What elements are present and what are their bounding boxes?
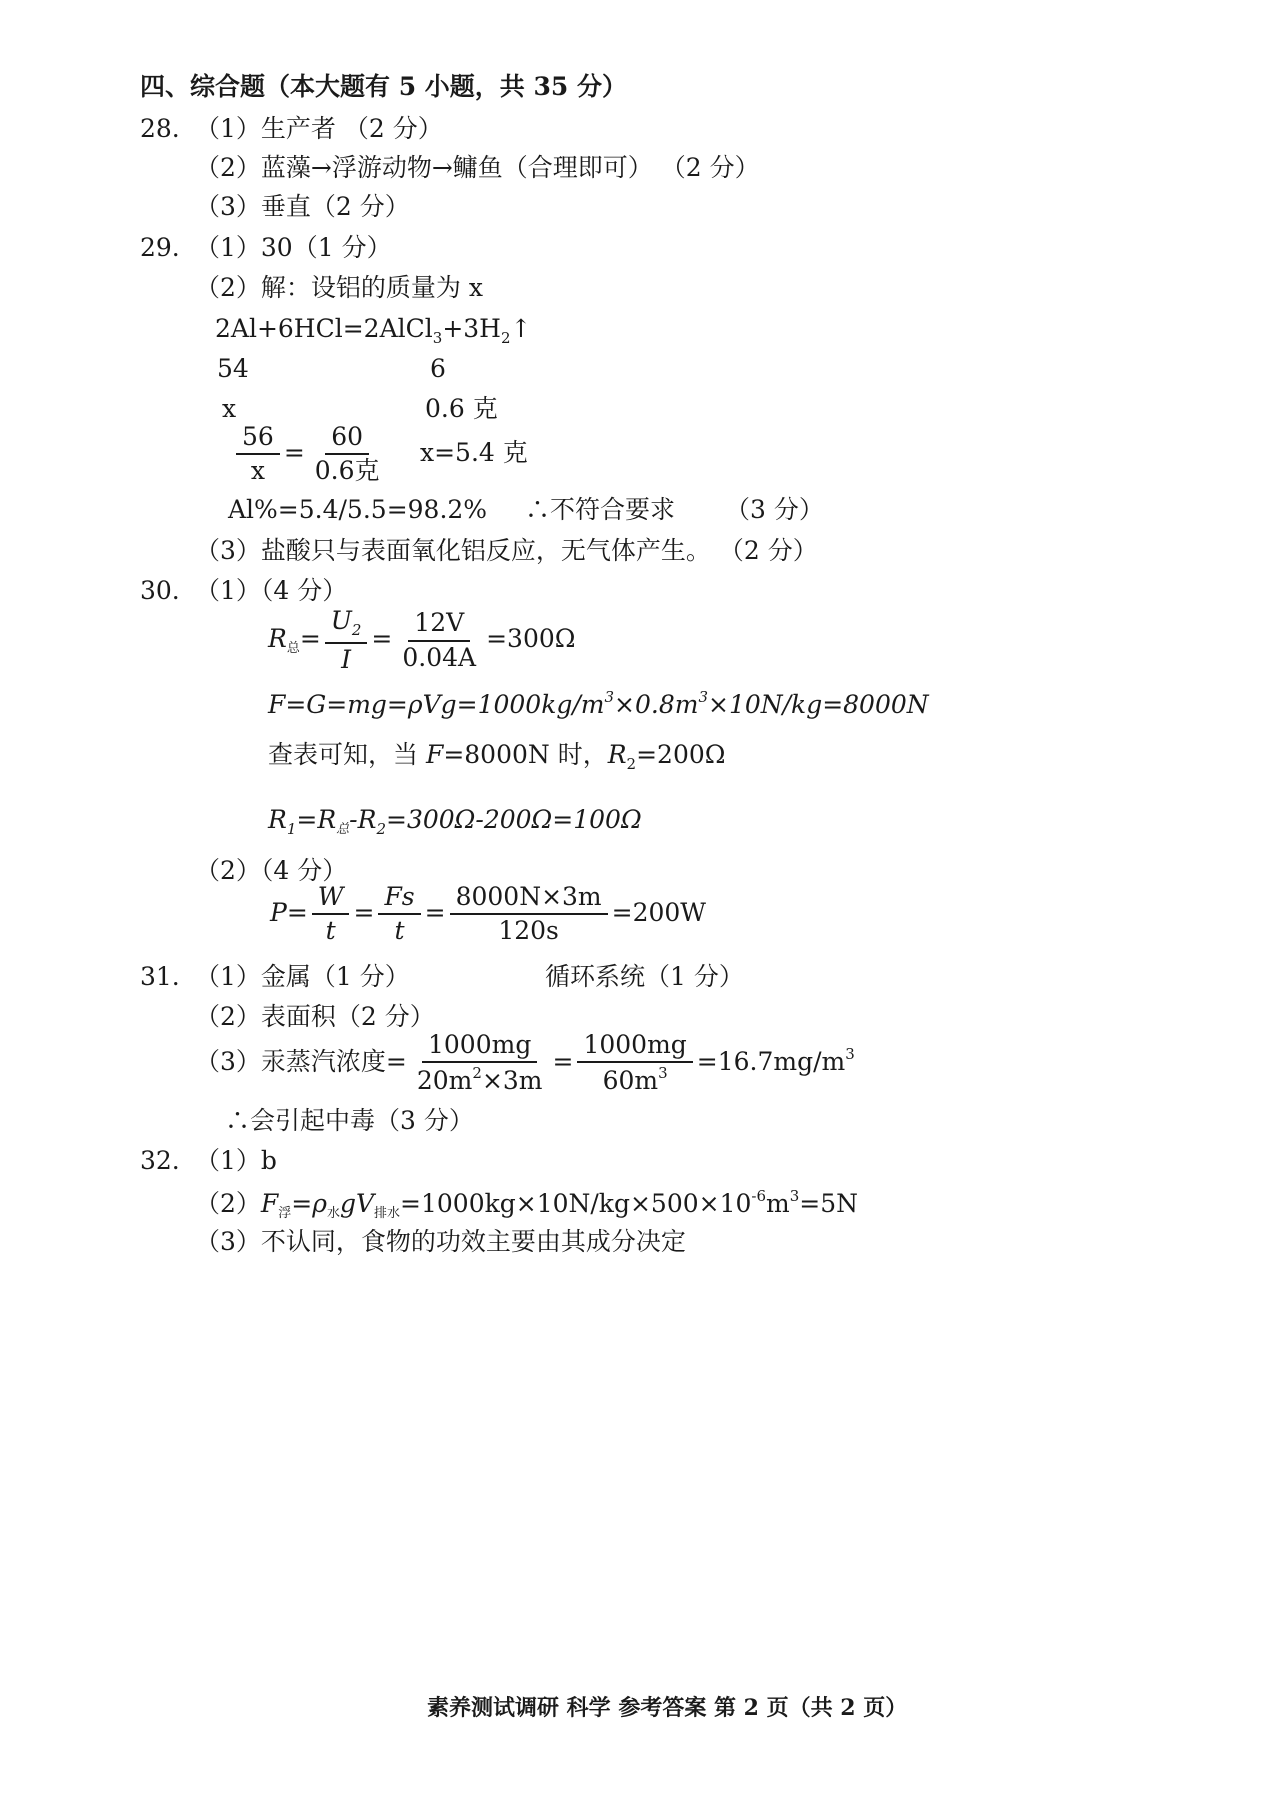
power-values-fraction	[450, 884, 608, 945]
q29-answer-1: （1）30（1 分）	[195, 233, 392, 262]
q31-answer-2: （2）表面积（2 分）	[195, 1002, 435, 1031]
q28-answer-3: （3）垂直（2 分）	[195, 192, 410, 221]
q29-points: （3 分）	[725, 495, 824, 524]
equals-sign: =	[424, 897, 446, 927]
r1-subscript: 1	[286, 820, 297, 838]
q28-answer-2: （2）蓝藻→浮游动物→鳙鱼（合理即可） （2 分）	[195, 153, 760, 182]
force-sup-1: 3	[604, 688, 615, 706]
concentration-result: =16.7mg/m	[696, 1046, 846, 1076]
table-lookup-text: 查表可知，当	[268, 740, 426, 769]
power-formula	[270, 884, 706, 945]
q29-answer-3: （3）盐酸只与表面氧化铝反应，无气体产生。 （2 分）	[195, 536, 818, 565]
buoyancy-symbol: F	[260, 1189, 279, 1218]
q32-answer-2-label: （2）	[195, 1189, 261, 1218]
cubic-sup: 3	[789, 1187, 800, 1205]
molar-mass-al: 54	[217, 354, 249, 383]
resistance-subscript: 总	[286, 641, 300, 656]
molar-mass-h2: 6	[430, 354, 446, 383]
work-time-fraction	[312, 884, 350, 945]
work-symbol: W	[312, 884, 350, 915]
equals-sign: =	[353, 897, 375, 927]
current-denominator: I	[341, 644, 352, 674]
chemical-equation	[215, 316, 531, 346]
question-number-32: 32.	[140, 1146, 180, 1175]
force-formula-part-c: ×10N/kg=8000N	[708, 690, 929, 719]
current-value: 0.04A	[402, 642, 477, 672]
force-sup-2: 3	[698, 688, 708, 706]
proportion-equation	[232, 424, 390, 485]
r1-r2-subscript: 2	[376, 820, 386, 838]
time-value: 120s	[498, 916, 559, 946]
density-symbol: =ρ	[291, 1189, 327, 1218]
buoyancy-subscript: 浮	[278, 1206, 292, 1221]
fraction-left	[236, 424, 280, 485]
table-force-value: =8000N 时，	[443, 740, 608, 769]
hydrogen-mass: 0.6 克	[425, 394, 498, 423]
resistance-symbol: R	[268, 624, 287, 653]
equals-sign: =	[283, 437, 305, 467]
equals-sign: =	[552, 1046, 574, 1076]
table-force-symbol: F	[425, 740, 444, 769]
q30-part-1: （1）（4 分）	[195, 576, 348, 605]
mass-area-fraction	[411, 1032, 549, 1095]
x-result: x=5.4 克	[420, 438, 528, 467]
equation-subscript-2: 2	[500, 329, 511, 347]
mercury-concentration-formula	[195, 1032, 855, 1095]
values-fraction	[396, 610, 482, 671]
r1-total-symbol: =R	[296, 805, 337, 834]
buoyancy-formula	[195, 1189, 858, 1220]
fraction-right	[309, 424, 386, 485]
table-lookup-line	[268, 742, 726, 772]
r1-symbol: R	[268, 805, 287, 834]
fraction-left-numerator: 56	[236, 424, 280, 455]
question-number-31: 31.	[140, 962, 180, 991]
q32-answer-3: （3）不认同，食物的功效主要由其成分决定	[195, 1227, 686, 1256]
equation-subscript-3: 3	[432, 329, 443, 347]
fraction-right-denominator: 0.6克	[314, 456, 380, 486]
unknown-x: x	[222, 394, 237, 423]
force-formula	[268, 690, 929, 717]
mercury-mass: 1000mg	[422, 1032, 537, 1063]
q31-answer-1b: 循环系统（1 分）	[545, 962, 744, 991]
q32-answer-1: （1）b	[195, 1146, 277, 1175]
work-value: 8000N×3m	[450, 884, 608, 915]
table-resistance-value: =200Ω	[636, 740, 726, 769]
q31-answer-1: （1）金属（1 分）	[195, 962, 410, 991]
time-symbol: t	[325, 916, 336, 946]
r1-r2-symbol: -R	[349, 805, 377, 834]
density-subscript: 水	[326, 1206, 340, 1221]
page-footer: 素养测试调研 科学 参考答案 第 2 页（共 2 页）	[427, 1695, 908, 1721]
equals-sign: =	[299, 624, 321, 653]
r1-result: =300Ω-200Ω=100Ω	[386, 805, 642, 834]
table-resistance-symbol: R	[607, 740, 627, 769]
g-v-symbol: gV	[339, 1189, 375, 1218]
room-volume-expression: $20m^2\times 3m$	[416, 1064, 543, 1096]
table-resistance-subscript: 2	[626, 755, 637, 773]
fraction-right-numerator: 60	[325, 424, 369, 455]
concentration-unit-sup: 3	[845, 1044, 855, 1063]
aluminum-percentage: Al%=5.4/5.5=98.2%	[228, 495, 488, 524]
power-symbol: P	[270, 897, 287, 927]
voltage-numerator: $U_2$	[325, 608, 368, 644]
force-distance-symbol: Fs	[378, 884, 420, 915]
mass-volume-fraction	[577, 1032, 692, 1095]
force-formula-part-a: F=G=mg=ρVg=1000kg/m	[268, 690, 605, 719]
power-result: =200W	[611, 897, 707, 927]
voltage-value: 12V	[408, 610, 470, 641]
equals-sign: =	[371, 624, 393, 653]
fraction-left-denominator: x	[250, 456, 265, 486]
volume-subscript: 排水	[374, 1206, 401, 1221]
q29-answer-2: （2）解：设铝的质量为 x	[195, 273, 483, 302]
section-title: 四、综合题（本大题有 5 小题，共 35 分）	[140, 72, 628, 101]
q31-conclusion: ∴会引起中毒（3 分）	[225, 1106, 474, 1135]
equation-arrow: ↑	[510, 314, 532, 343]
buoyancy-result: =5N	[799, 1189, 859, 1218]
r1-formula	[268, 807, 642, 837]
voltage-current-fraction	[325, 608, 368, 673]
buoyancy-calc: =1000kg×10N/kg×500×10	[400, 1189, 752, 1218]
cubic-unit: m	[766, 1189, 790, 1218]
exponent: -6	[751, 1187, 767, 1205]
room-volume: $60m^3$	[602, 1064, 668, 1096]
q29-conclusion: ∴不符合要求	[525, 495, 676, 524]
q28-answer-1: （1）生产者 （2 分）	[195, 114, 443, 143]
force-formula-part-b: ×0.8m	[614, 690, 699, 719]
equation-mid: +3H	[442, 314, 501, 343]
r1-total-subscript: 总	[336, 822, 350, 837]
question-number-29: 29.	[140, 233, 180, 262]
equals-sign: =	[286, 897, 308, 927]
mercury-mass-2: 1000mg	[577, 1032, 692, 1063]
q30-part-2: （2）（4 分）	[195, 856, 348, 885]
equation-left: 2Al+6HCl=2AlCl	[215, 314, 433, 343]
concentration-label: （3）汞蒸汽浓度=	[195, 1046, 407, 1076]
question-number-30: 30.	[140, 576, 180, 605]
force-distance-fraction	[378, 884, 420, 945]
question-number-28: 28.	[140, 114, 180, 143]
total-resistance-formula	[268, 608, 576, 673]
time-symbol: t	[394, 916, 405, 946]
resistance-result: =300Ω	[486, 624, 576, 653]
